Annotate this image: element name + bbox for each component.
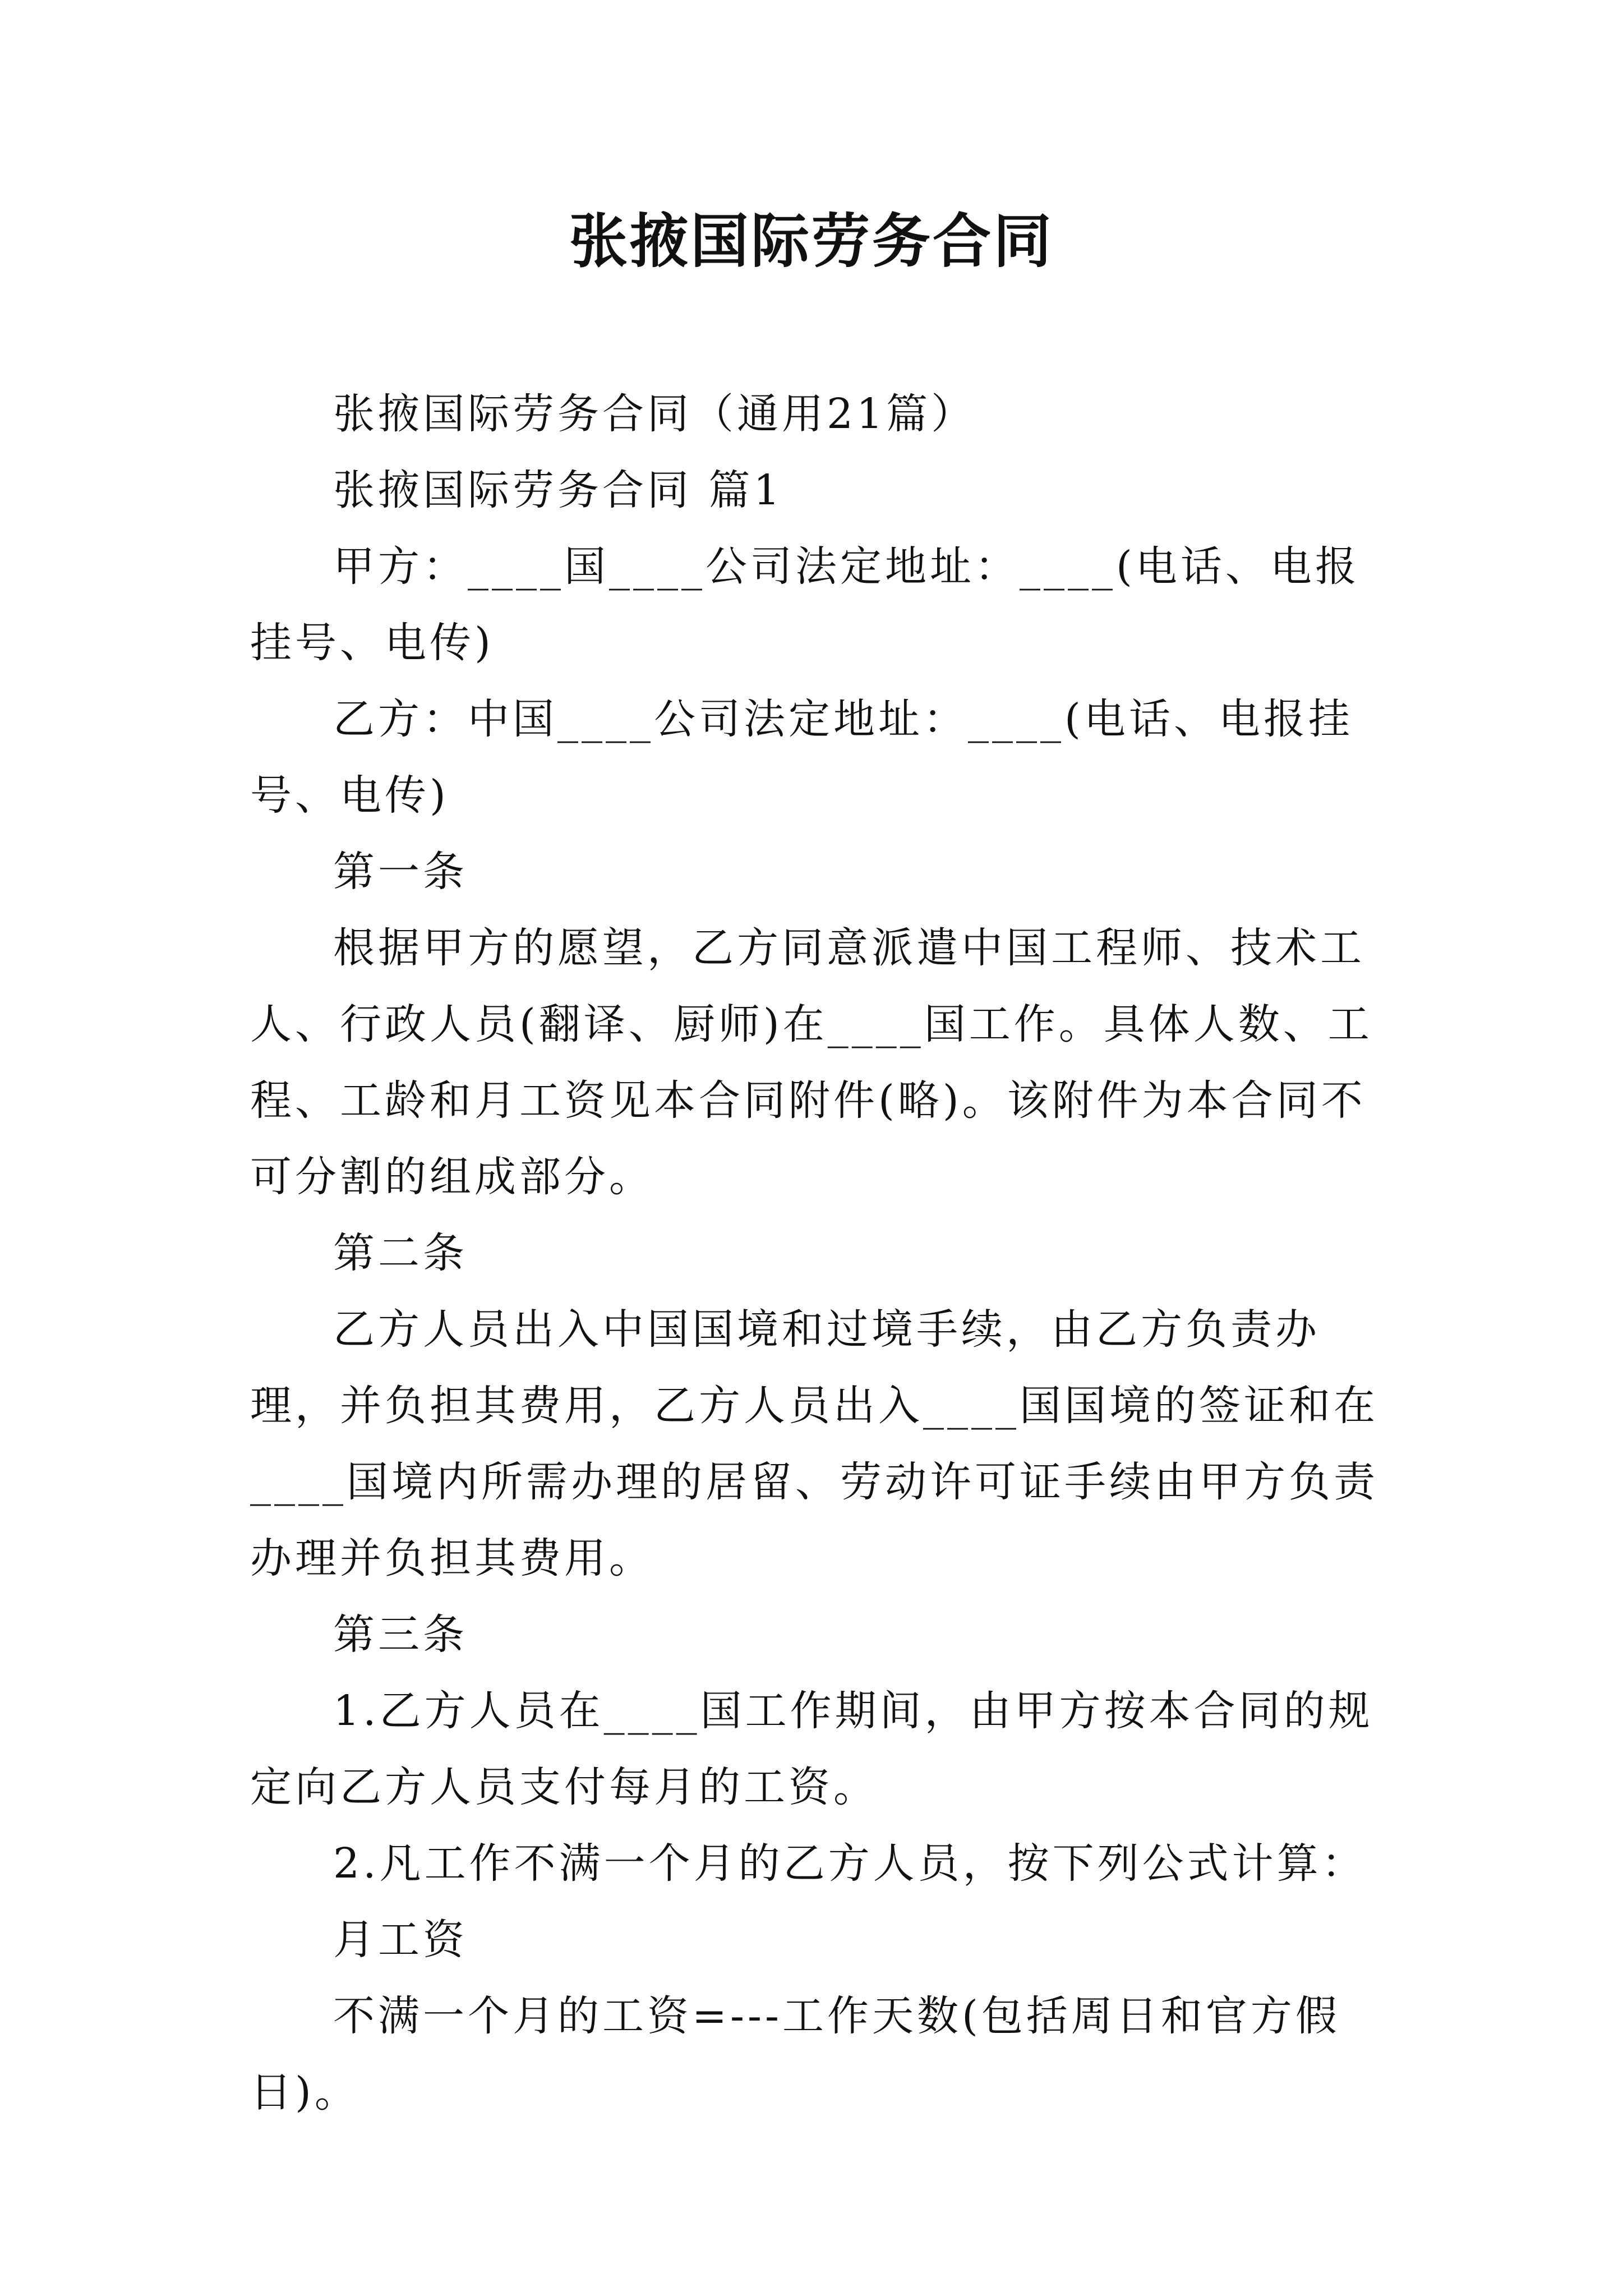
article-3-heading: 第三条 [333, 1611, 468, 1659]
section-heading: 张掖国际劳务合同 篇1 [333, 466, 783, 514]
document-title: 张掖国际劳务合同 [569, 206, 1054, 275]
subtitle-paragraph: 张掖国际劳务合同（通用21篇） [333, 390, 976, 438]
party-b-paragraph: 乙方：中国____公司法定地址：____(电话、电报挂号、电传) [250, 695, 1353, 820]
formula-numerator: 月工资 [333, 1916, 468, 1964]
formula-line: 不满一个月的工资=---工作天数(包括周日和官方假日)。 [250, 1992, 1340, 2116]
article-1-heading: 第一条 [333, 848, 468, 896]
party-a-paragraph: 甲方：____国____公司法定地址：____(电话、电报挂号、电传) [250, 542, 1360, 667]
article-3-item-1: 1.乙方人员在____国工作期间，由甲方按本合同的规定向乙方人员支付每月的工资。 [250, 1687, 1373, 1811]
article-1-text: 根据甲方的愿望，乙方同意派遣中国工程师、技术工人、行政人员(翻译、厨师)在____国工作。具体人数、工程、工龄和月工资见本合同附件(略)。该附件为本合同不可分割的组成部分。 [250, 924, 1373, 1201]
article-2-heading: 第二条 [333, 1229, 468, 1277]
article-2-text: 乙方人员出入中国国境和过境手续，由乙方负责办理，并负担其费用，乙方人员出入____国国境的签证和在____国境内所需办理的居留、劳动许可证手续由甲方负责办理并负担其费用。 [250, 1305, 1378, 1582]
document-body [250, 376, 1394, 2131]
article-3-item-2: 2.凡工作不满一个月的乙方人员，按下列公式计算： [333, 1839, 1367, 1888]
